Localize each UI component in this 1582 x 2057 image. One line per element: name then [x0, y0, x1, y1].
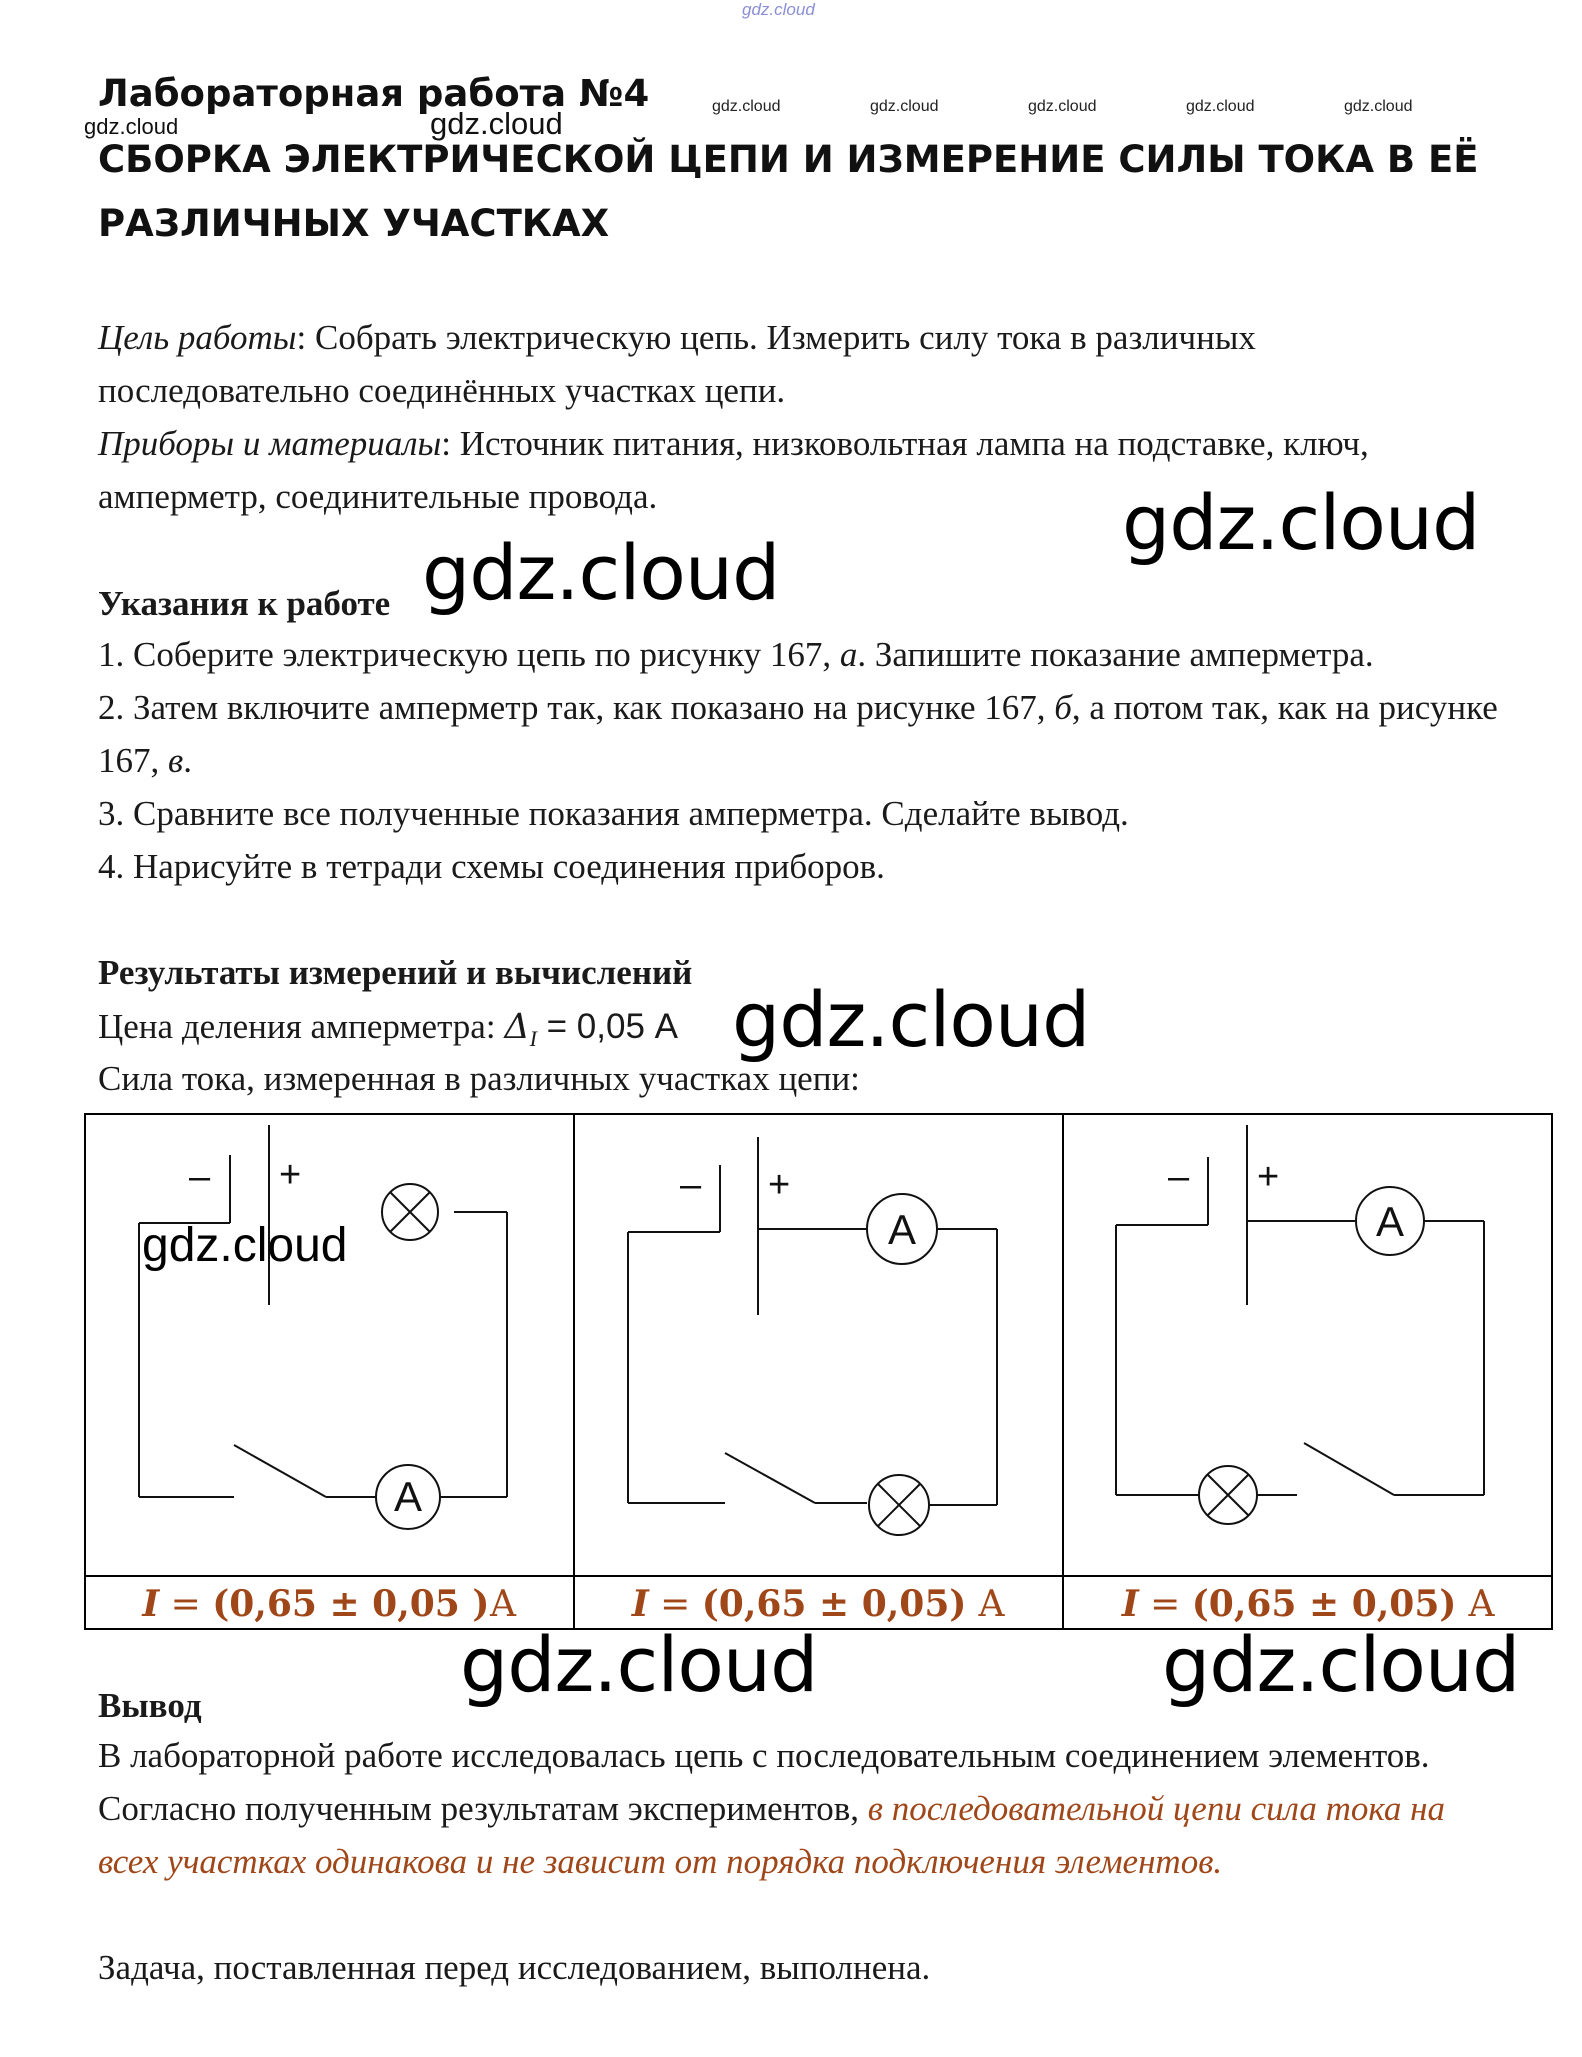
- plus-terminal: +: [1257, 1156, 1280, 1198]
- watermark-small: gdz.cloud: [1344, 98, 1413, 115]
- conclusion-highlight: в последовательной цепи сила тока на всех участках одинакова и не зависит от порядка подключения элементов.: [98, 1789, 1445, 1881]
- step-3: 3. Сравните все полученные показания амперметра. Сделайте вывод.: [98, 794, 1129, 833]
- ammeter-label: A: [1375, 1198, 1405, 1245]
- step-1: 1. Соберите электрическую цепь по рисунку 167, а. Запишите показание амперметра.: [98, 635, 1374, 674]
- measurement-cell-b: I = (0,65 ± 0,05) А: [575, 1575, 1064, 1630]
- circuits-table: [84, 1113, 1553, 1630]
- division-value-line: Цена деления амперметра: $\Delta_I = 0,05$ А: [98, 1007, 678, 1051]
- circuit-cell-b: [575, 1115, 1064, 1575]
- step-2: 2. Затем включите амперметр так, как показано на рисунке 167, б, а потом так, как на рисунке 167, в.: [98, 688, 1498, 780]
- current-label-line: Сила тока, измеренная в различных участках цепи:: [98, 1059, 860, 1098]
- page-subtitle-line2: РАЗЛИЧНЫХ УЧАСТКАХ: [98, 202, 610, 245]
- watermark-mid: gdz.cloud: [84, 114, 179, 139]
- instructions-heading: Указания к работе: [98, 584, 391, 623]
- page-subtitle-line1: СБОРКА ЭЛЕКТРИЧЕСКОЙ ЦЕПИ И ИЗМЕРЕНИЕ СИЛЫ ТОКА В ЕЁ: [98, 138, 1479, 181]
- circuit-diagram-a: [86, 1115, 573, 1573]
- watermark-large: gdz.cloud: [1122, 478, 1480, 567]
- minus-terminal: –: [680, 1164, 702, 1206]
- conclusion-heading: Вывод: [98, 1686, 202, 1725]
- plus-terminal: +: [768, 1164, 791, 1206]
- ammeter-label: A: [393, 1473, 423, 1520]
- conclusion-text: В лабораторной работе исследовалась цепь с последовательным соединением элементов. Согласно полученным результатам экспериментов, в последовательной цепи сила тока на всех участках одинакова и не зависит от порядка подключения элементов.: [98, 1736, 1445, 1881]
- watermark-in-diagram: gdz.cloud: [142, 1219, 348, 1272]
- goal-label: Цель работы: [98, 318, 297, 357]
- conclusion-final: Задача, поставленная перед исследованием, выполнена.: [98, 1948, 931, 1987]
- watermark-small: gdz.cloud: [870, 98, 939, 115]
- plus-terminal: +: [279, 1154, 302, 1196]
- ammeter-label: A: [887, 1206, 917, 1253]
- watermark-large: gdz.cloud: [732, 975, 1090, 1064]
- circuit-diagram-c: [1064, 1115, 1551, 1573]
- circuit-cell-c: [1064, 1115, 1553, 1575]
- measurement-cell-a: I = (0,65 ± 0,05 )А: [86, 1575, 575, 1630]
- watermark-mid: gdz.cloud: [430, 106, 563, 141]
- watermark-large: gdz.cloud: [422, 528, 780, 617]
- goal-text: : Собрать электрическую цепь. Измерить силу тока в различных последовательно соединённых участках цепи.: [98, 318, 1256, 410]
- watermark-small: gdz.cloud: [1186, 98, 1255, 115]
- step-4: 4. Нарисуйте в тетради схемы соединения приборов.: [98, 847, 885, 886]
- results-heading: Результаты измерений и вычислений: [98, 953, 693, 992]
- materials-label: Приборы и материалы: [98, 424, 442, 463]
- measurement-cell-c: I = (0,65 ± 0,05) А: [1064, 1575, 1553, 1630]
- circuit-cell-a: [86, 1115, 575, 1575]
- circuit-diagram-b: [575, 1115, 1062, 1573]
- watermark-small: gdz.cloud: [712, 98, 781, 115]
- watermark-large: gdz.cloud: [1162, 1620, 1520, 1709]
- watermark-small: gdz.cloud: [1028, 98, 1097, 115]
- minus-terminal: –: [1168, 1156, 1190, 1198]
- watermark-top: gdz.cloud: [742, 0, 815, 19]
- watermark-large: gdz.cloud: [460, 1620, 818, 1709]
- page-title: Лабораторная работа №4: [98, 72, 650, 115]
- materials-text: : Источник питания, низковольтная лампа на подставке, ключ, амперметр, соединительные провода.: [98, 424, 1369, 516]
- instructions-list: [98, 628, 1548, 893]
- minus-terminal: –: [189, 1156, 211, 1198]
